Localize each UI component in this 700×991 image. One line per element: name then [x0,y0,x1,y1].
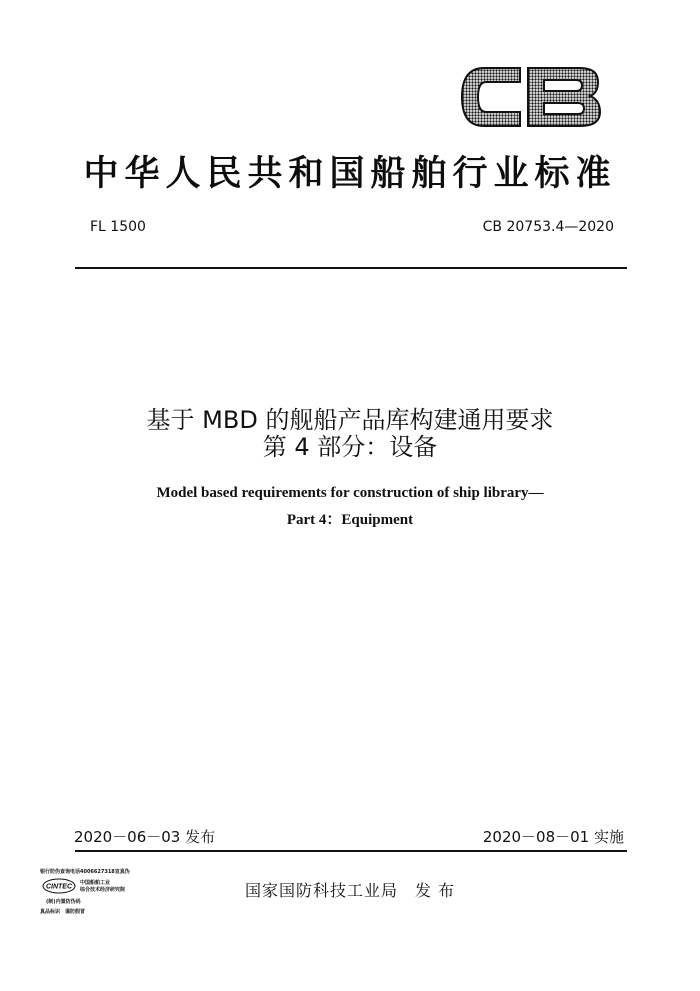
anti-counterfeit-stamp [40,868,140,930]
header-divider [75,267,627,269]
standard-number: CB 20753.4—2020 [482,219,614,235]
publisher: 国家国防科技工业局 发 布 [244,881,456,900]
english-title-line-1: Model based requirements for construction of ship library— [156,485,544,501]
issue-date: 2020－06－03 发布 [74,828,216,846]
classification-code: FL 1500 [90,219,146,235]
cb-logo [456,60,604,134]
stamp-line-1: 银行防伪查询电话4006627318宣真伪 [40,869,130,875]
cb-logo-b [528,68,600,126]
stamp-line-5: 真品标识 谨防假冒 [40,909,86,915]
stamp-line-2: 中国船舶工业 [80,880,111,886]
cintec-logo-icon [42,877,76,895]
stamp-line-3: 综合技术经济研究院 [80,887,126,893]
standard-title: 中华人民共和国船舶行业标准 [83,154,617,194]
footer-divider [75,850,627,852]
implementation-date: 2020－08－01 实施 [482,828,624,846]
cb-logo-text: CB [456,60,458,61]
chinese-title-line-2: 第 4 部分：设备 [262,433,438,461]
chinese-title-line-1: 基于 MBD 的舰船产品库构建通用要求 [146,406,554,434]
english-title-line-2: Part 4：Equipment [286,512,414,528]
stamp-line-4: (制)内置防伪码 [46,899,81,905]
cintec-brand: CINTEC [45,883,73,891]
cb-logo-c [462,68,520,126]
